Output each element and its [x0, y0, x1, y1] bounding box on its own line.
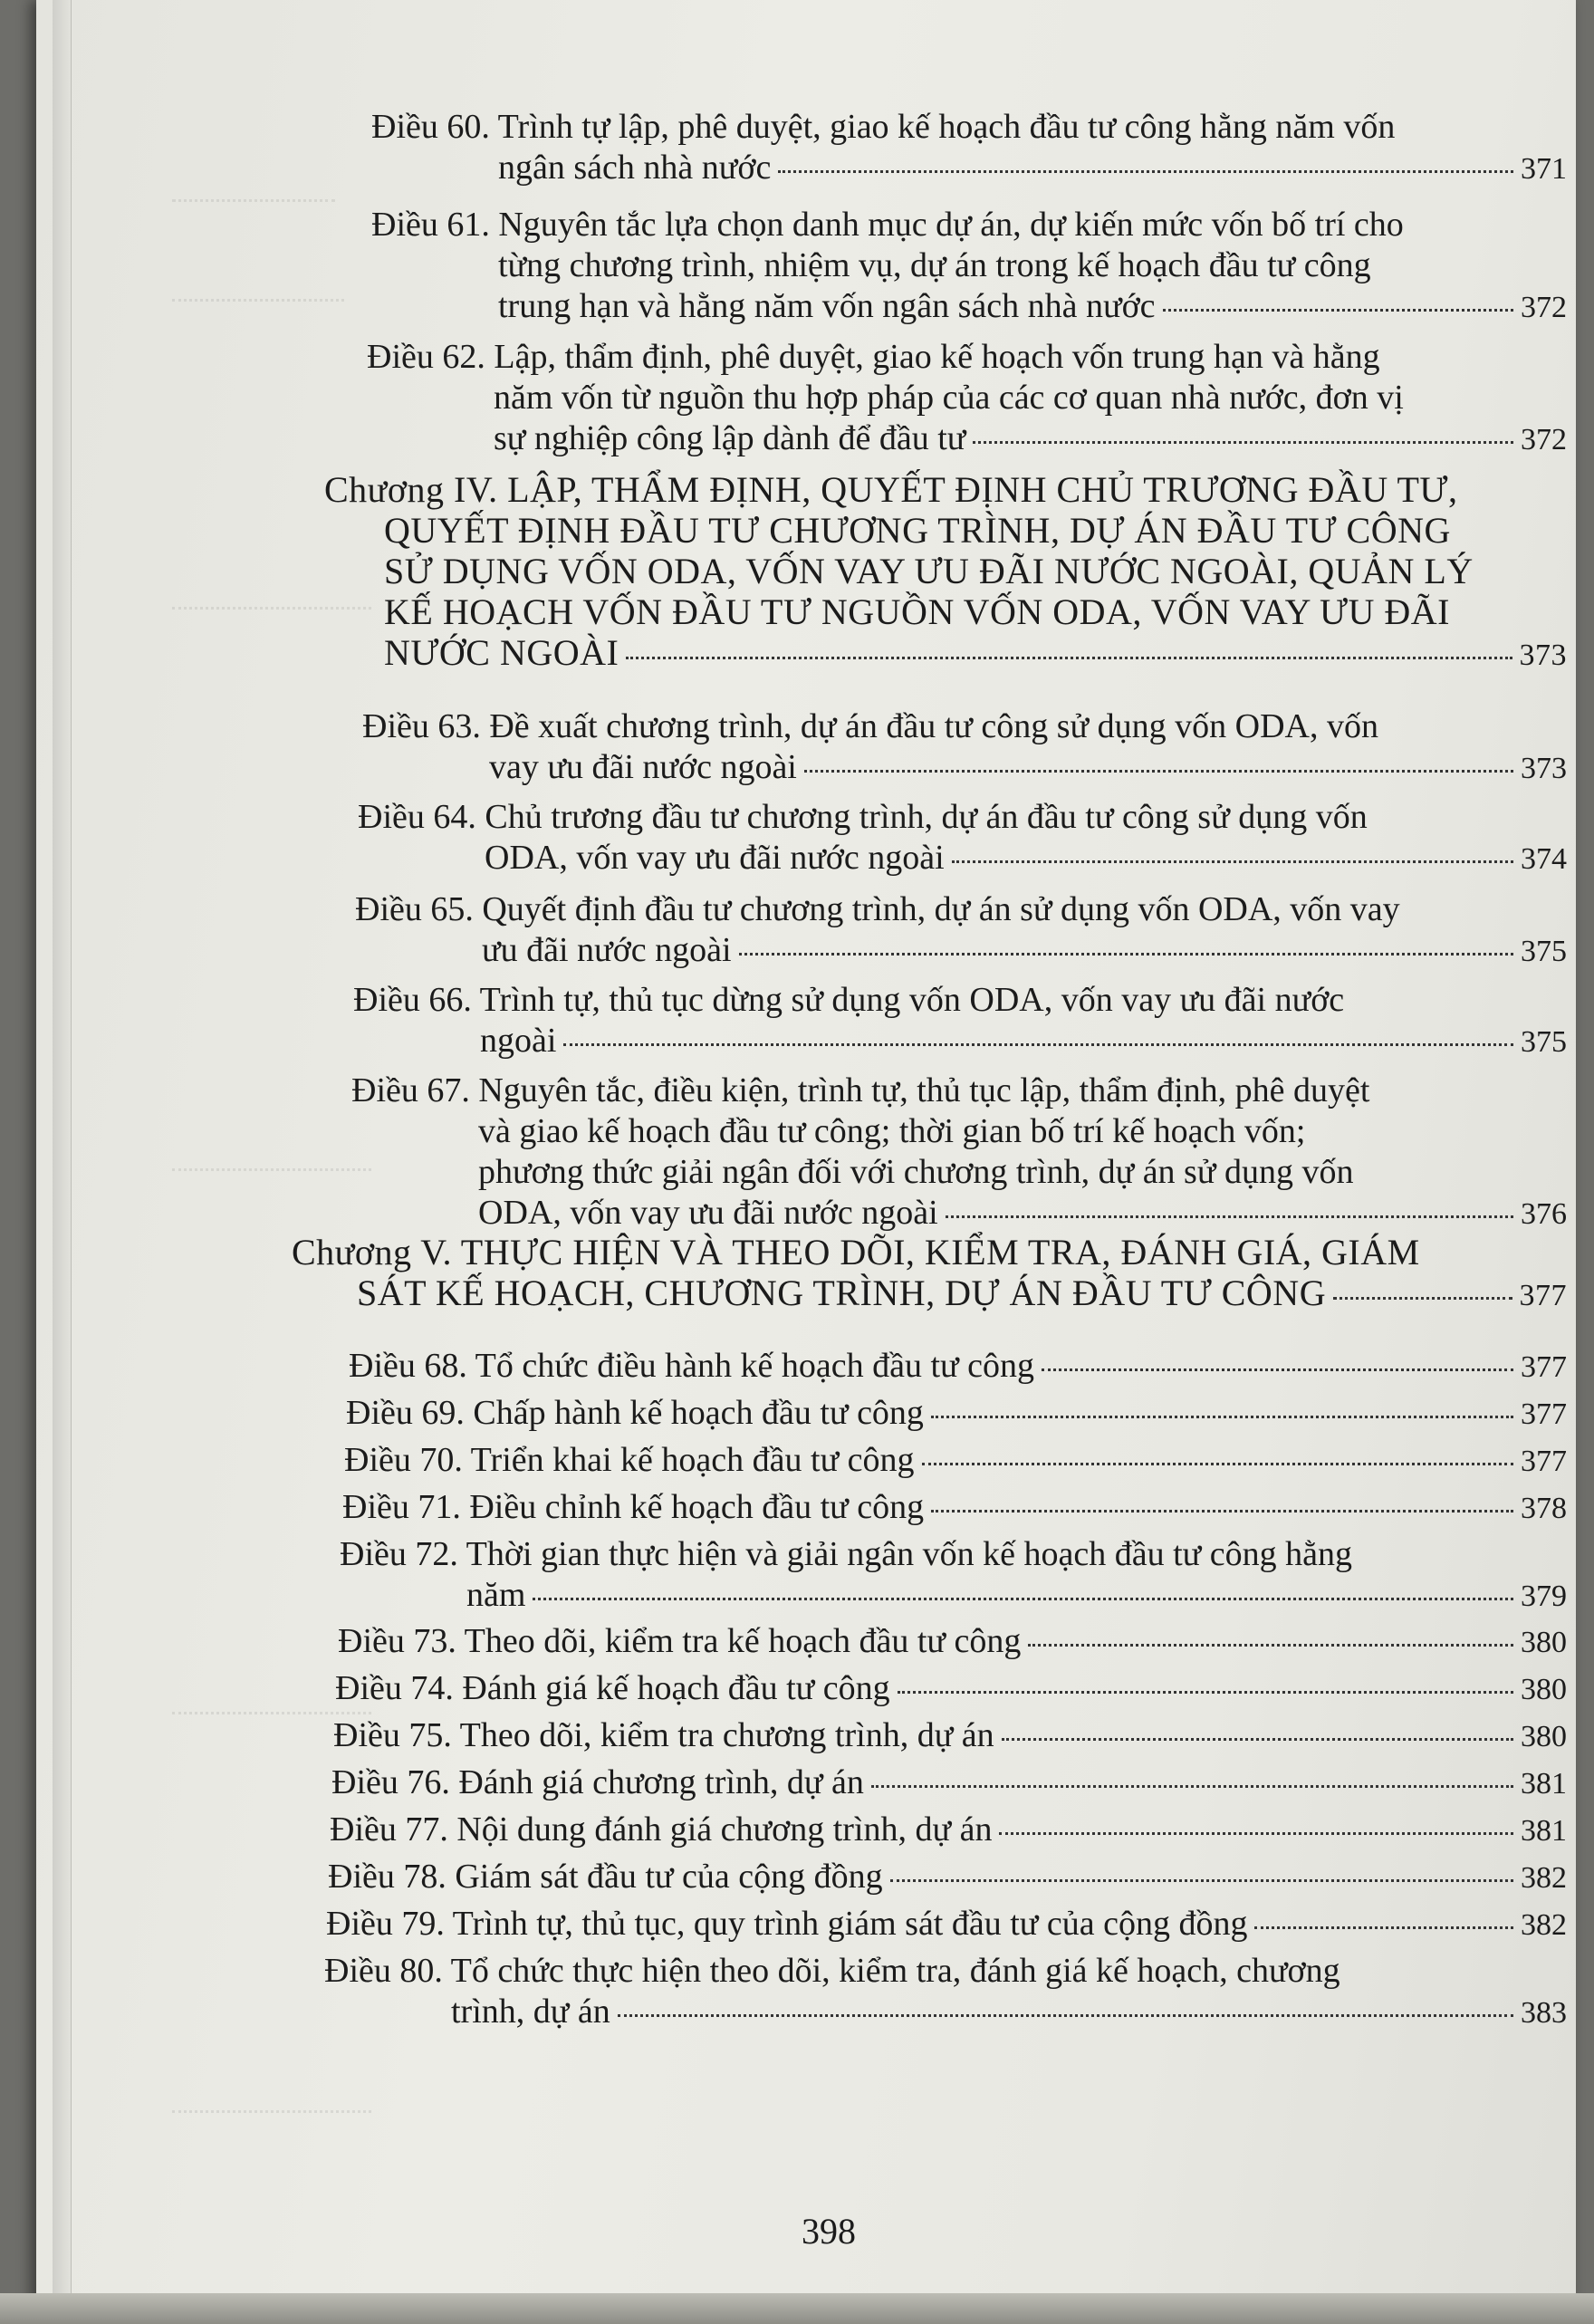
toc-entry-dieu-71 [342, 1487, 1567, 1529]
book-page [36, 0, 1576, 2324]
toc-line: Điều 79. Trình tự, thủ tục, quy trình giám sát đầu tư của cộng đồng [326, 1905, 1248, 1943]
toc-page-number: 379 [1521, 1580, 1567, 1613]
toc-line: vay ưu đãi nước ngoài [489, 748, 797, 786]
toc-page-number: 377 [1521, 1397, 1567, 1431]
toc-entry-dieu-61 [371, 205, 1567, 328]
toc-line: Điều 66. Trình tự, thủ tục dừng sử dụng vốn ODA, vốn vay ưu đãi nước [353, 981, 1345, 1019]
toc-line: và giao kế hoạch đầu tư công; thời gian bố trí kế hoạch vốn; [478, 1112, 1306, 1150]
dot-leader [533, 1598, 1513, 1600]
toc-page-number: 372 [1521, 291, 1567, 324]
toc-page-number: 375 [1521, 935, 1567, 968]
toc-page-number: 375 [1521, 1025, 1567, 1059]
dot-leader [1042, 1368, 1513, 1371]
toc-page-number: 382 [1521, 1861, 1567, 1895]
dot-leader [739, 953, 1514, 956]
dot-leader [931, 1510, 1513, 1513]
toc-line: Chương V. THỰC HIỆN VÀ THEO DÕI, KIỂM TRA, ĐÁNH GIÁ, GIÁM [292, 1232, 1420, 1272]
toc-line: Chương IV. LẬP, THẨM ĐỊNH, QUYẾT ĐỊNH CHỦ TRƯƠNG ĐẦU TƯ, [324, 469, 1458, 510]
toc-line: SỬ DỤNG VỐN ODA, VỐN VAY ƯU ĐÃI NƯỚC NGOÀI, QUẢN LÝ [384, 551, 1474, 591]
toc-entry-dieu-67 [351, 1071, 1567, 1234]
toc-entry-dieu-68 [349, 1346, 1567, 1388]
toc-entry-dieu-64 [358, 797, 1567, 879]
toc-page-number: 376 [1521, 1197, 1567, 1231]
toc-page-number: 377 [1519, 1279, 1567, 1312]
toc-entry-dieu-62 [367, 337, 1567, 460]
toc-line: sự nghiệp công lập dành để đầu tư [494, 419, 966, 457]
toc-page-number: 373 [1521, 752, 1567, 785]
toc-page-number: 377 [1521, 1445, 1567, 1478]
toc-line: QUYẾT ĐỊNH ĐẦU TƯ CHƯƠNG TRÌNH, DỰ ÁN ĐẦU TƯ CÔNG [384, 510, 1451, 551]
table-of-contents [36, 0, 1576, 2264]
toc-entry-dieu-77 [330, 1810, 1567, 1851]
toc-line: Điều 74. Đánh giá kế hoạch đầu tư công [335, 1669, 890, 1707]
toc-page-number: 380 [1521, 1720, 1567, 1753]
toc-line: Điều 73. Theo dõi, kiểm tra kế hoạch đầu tư công [338, 1622, 1022, 1660]
toc-page-number: 380 [1521, 1673, 1567, 1706]
dot-leader [626, 657, 1512, 659]
toc-line: Điều 60. Trình tự lập, phê duyệt, giao kế hoạch đầu tư công hằng năm vốn [371, 108, 1396, 146]
toc-line: Điều 62. Lập, thẩm định, phê duyệt, giao kế hoạch vốn trung hạn và hằng [367, 338, 1380, 376]
toc-line: Điều 77. Nội dung đánh giá chương trình, dự án [330, 1810, 993, 1849]
toc-page-number: 380 [1521, 1626, 1567, 1659]
dot-leader [1028, 1644, 1513, 1647]
toc-entry-dieu-74 [335, 1668, 1567, 1710]
toc-line: Điều 64. Chủ trương đầu tư chương trình, dự án đầu tư công sử dụng vốn [358, 798, 1368, 836]
toc-line: Điều 63. Đề xuất chương trình, dự án đầu tư công sử dụng vốn ODA, vốn [362, 707, 1378, 745]
toc-line: NƯỚC NGOÀI [384, 632, 619, 673]
toc-entry-dieu-70 [344, 1440, 1567, 1482]
toc-page-number: 382 [1521, 1908, 1567, 1942]
toc-line: ngoài [480, 1022, 557, 1060]
toc-entry-dieu-69 [346, 1393, 1567, 1435]
toc-entry-dieu-60 [371, 107, 1567, 189]
dot-leader [778, 170, 1513, 173]
toc-line: Điều 75. Theo dõi, kiểm tra chương trình, dự án [333, 1716, 994, 1754]
toc-page-number: 374 [1521, 842, 1567, 876]
toc-line: Điều 69. Chấp hành kế hoạch đầu tư công [346, 1394, 924, 1432]
toc-page-number: 377 [1521, 1350, 1567, 1384]
toc-line: ODA, vốn vay ưu đãi nước ngoài [478, 1194, 938, 1232]
toc-line: năm [466, 1576, 526, 1614]
toc-entry-dieu-73 [338, 1621, 1567, 1663]
toc-entry-dieu-79 [326, 1904, 1567, 1945]
toc-page-number: 372 [1521, 423, 1567, 456]
toc-line: ưu đãi nước ngoài [482, 931, 732, 969]
dot-leader [804, 770, 1513, 773]
toc-entry-dieu-66 [353, 980, 1567, 1062]
toc-page-number: 381 [1521, 1814, 1567, 1848]
toc-line: trình, dự án [451, 1993, 610, 2031]
dot-leader [1002, 1738, 1513, 1741]
toc-line: Điều 71. Điều chỉnh kế hoạch đầu tư công [342, 1488, 925, 1526]
toc-page-number: 373 [1519, 639, 1567, 672]
dot-leader [898, 1691, 1513, 1694]
toc-line: phương thức giải ngân đối với chương trình, dự án sử dụng vốn [478, 1153, 1354, 1191]
toc-page-number: 381 [1521, 1767, 1567, 1801]
dot-leader [922, 1463, 1513, 1465]
dot-leader [1163, 309, 1513, 312]
toc-entry-chuong-iv [324, 469, 1567, 676]
toc-entry-dieu-78 [328, 1857, 1567, 1898]
toc-page-number: 383 [1521, 1996, 1567, 2030]
toc-entry-chuong-v [292, 1232, 1567, 1316]
toc-page-number: 378 [1521, 1492, 1567, 1525]
toc-line: năm vốn từ nguồn thu hợp pháp của các cơ quan nhà nước, đơn vị [494, 379, 1404, 417]
toc-page-number: 371 [1521, 152, 1567, 186]
toc-line: SÁT KẾ HOẠCH, CHƯƠNG TRÌNH, DỰ ÁN ĐẦU TƯ CÔNG [357, 1272, 1327, 1313]
table-surface [0, 2293, 1594, 2324]
toc-entry-dieu-65 [355, 889, 1567, 972]
toc-line: Điều 61. Nguyên tắc lựa chọn danh mục dự án, dự kiến mức vốn bố trí cho [371, 206, 1404, 244]
dot-leader [931, 1416, 1513, 1418]
toc-line: Điều 65. Quyết định đầu tư chương trình, dự án sử dụng vốn ODA, vốn vay [355, 890, 1400, 928]
dot-leader [890, 1879, 1513, 1882]
toc-entry-dieu-76 [331, 1762, 1567, 1804]
dot-leader [563, 1043, 1513, 1046]
toc-line: ngân sách nhà nước [498, 149, 772, 187]
toc-line: Điều 78. Giám sát đầu tư của cộng đồng [328, 1858, 883, 1896]
toc-line: Điều 70. Triển khai kế hoạch đầu tư công [344, 1441, 915, 1479]
dot-leader [618, 2014, 1513, 2017]
toc-line: trung hạn và hằng năm vốn ngân sách nhà nước [498, 287, 1156, 325]
dot-leader [1254, 1926, 1513, 1929]
toc-line: Điều 80. Tổ chức thực hiện theo dõi, kiểm tra, đánh giá kế hoạch, chương [324, 1952, 1340, 1990]
toc-line: Điều 67. Nguyên tắc, điều kiện, trình tự, thủ tục lập, thẩm định, phê duyệt [351, 1071, 1370, 1109]
dot-leader [946, 1215, 1513, 1218]
toc-line: Điều 76. Đánh giá chương trình, dự án [331, 1763, 864, 1801]
dot-leader [1333, 1297, 1512, 1300]
dot-leader [973, 441, 1513, 444]
toc-entry-dieu-80 [324, 1951, 1567, 2033]
dot-leader [952, 860, 1513, 863]
toc-entry-dieu-75 [333, 1715, 1567, 1757]
toc-line: Điều 68. Tổ chức điều hành kế hoạch đầu tư công [349, 1347, 1034, 1385]
toc-entry-dieu-63 [362, 706, 1567, 789]
toc-line: ODA, vốn vay ưu đãi nước ngoài [485, 839, 945, 877]
page-number: 398 [802, 2211, 856, 2252]
dot-leader [999, 1832, 1513, 1835]
toc-entry-dieu-72 [340, 1534, 1567, 1617]
toc-line: Điều 72. Thời gian thực hiện và giải ngân vốn kế hoạch đầu tư công hằng [340, 1535, 1352, 1573]
toc-line: KẾ HOẠCH VỐN ĐẦU TƯ NGUỒN VỐN ODA, VỐN VAY ƯU ĐÃI [384, 591, 1450, 632]
dot-leader [871, 1785, 1513, 1788]
toc-line: từng chương trình, nhiệm vụ, dự án trong kế hoạch đầu tư công [498, 246, 1371, 284]
